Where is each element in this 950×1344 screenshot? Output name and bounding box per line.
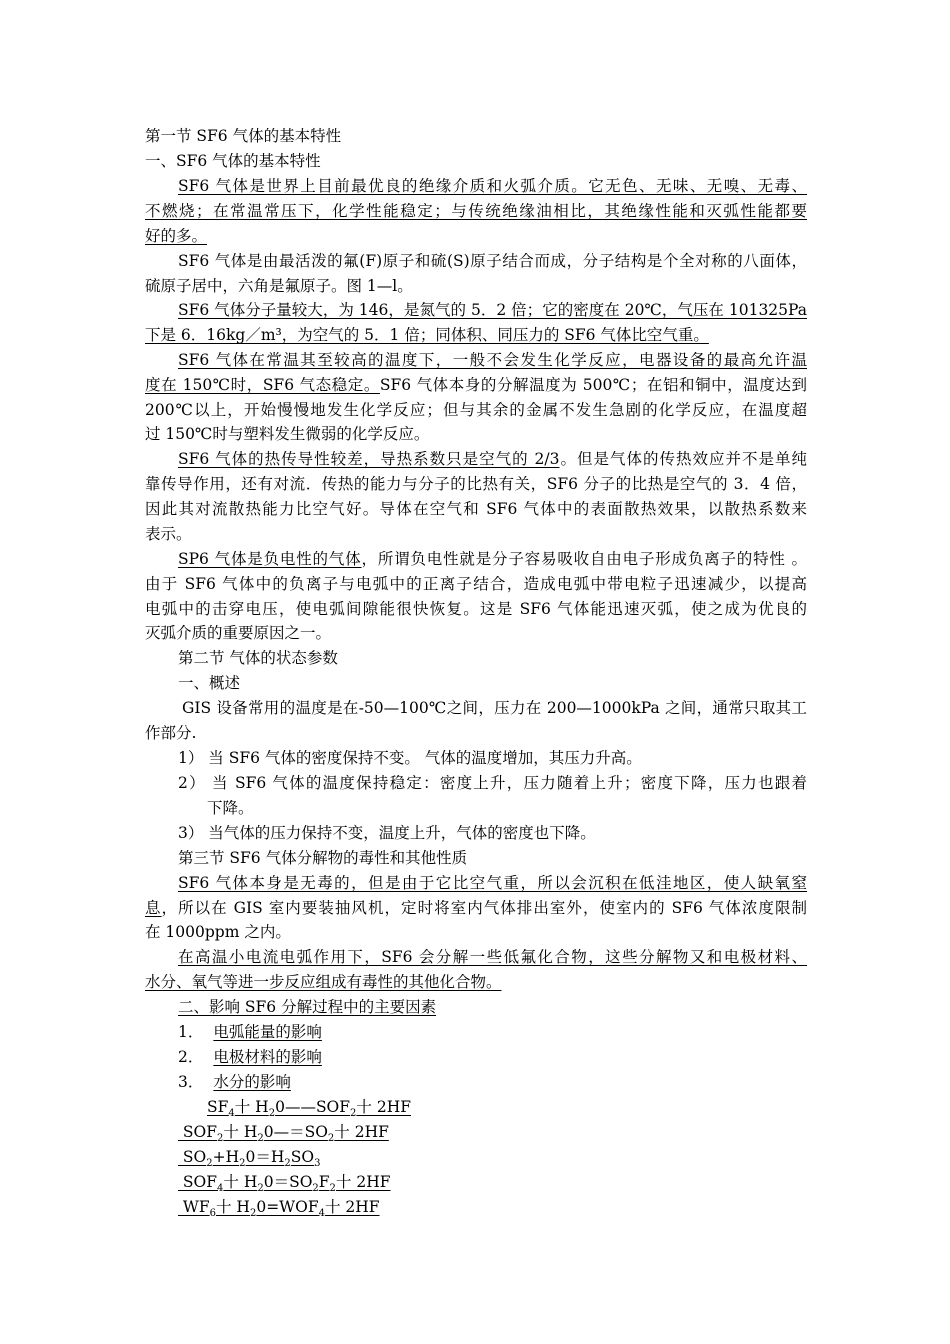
- plain-text: SF6 气体本身的分解温度为 500℃；在铝和铜中，温度达到: [379, 376, 808, 394]
- paragraph-line: 下是 6．16kg／m³，为空气的 5．1 倍；同体积、同压力的 SF6 气体比空气重。: [145, 326, 709, 344]
- equation: $SF_4$十 $H_20——SOF_2$十 2HF: [207, 1098, 411, 1120]
- paragraph-line: 硫原子居中，六角是氟原子。图 1—l。: [145, 277, 413, 295]
- factor-number: 3．: [178, 1073, 204, 1091]
- equation: $SOF_2$十 $H_20—=SO_2$十 2HF: [178, 1123, 389, 1145]
- factor-text: 电极材料的影响: [213, 1048, 322, 1066]
- equation: $SOF_4$十 $H_20=SO_2F_2$十 2HF: [178, 1173, 391, 1195]
- factor-number: 2．: [178, 1048, 204, 1066]
- paragraph-line: 电弧中的击穿电压，使电弧间隙能很快恢复。这是 SF6 气体能迅速灭弧，使之成为优良的: [145, 600, 807, 618]
- paragraph-line: SF6 气体是由最活泼的氟(F)原子和硫(S)原子结合而成，分子结构是个全对称的八面体，: [178, 252, 807, 270]
- factor-text: 电弧能量的影响: [213, 1023, 322, 1041]
- paragraph-line: 因此其对流散热能力比空气好。导体在空气和 SF6 气体中的表面散热效果，以散热系数来: [145, 500, 807, 518]
- paragraph-line: 不燃烧；在常温常压下，化学性能稳定；与传统绝缘油相比，其绝缘性能和灭弧性能都要: [145, 202, 807, 220]
- paragraph-line: [178, 547, 807, 571]
- paragraph-line: GIS 设备常用的温度是在-50—100℃之间，压力在 200—1000kPa 之间，通常只取其工: [182, 699, 807, 717]
- equation: $SO_2+H_20=H_2SO_3$: [178, 1148, 321, 1170]
- paragraph-line: 好的多。: [145, 227, 208, 245]
- paragraph-line: SF6 气体本身是无毒的，但是由于它比空气重，所以会沉积在低洼地区，使人缺氧窒: [178, 874, 807, 892]
- underlined-text: 息: [145, 899, 162, 917]
- factor-item: [178, 1020, 322, 1044]
- paragraph-line: SF6 气体分子量较大，为 146，是氮气的 5．2 倍；它的密度在 20℃，气压在 101325Pa: [178, 301, 807, 319]
- paragraph-line: 作部分.: [145, 724, 197, 742]
- factor-number: 1．: [178, 1023, 204, 1041]
- list-item: 2） 当 SF6 气体的温度保持稳定：密度上升，压力随着上升；密度下降，压力也跟着: [178, 774, 807, 792]
- underlined-text: SF6 气体的热传导性较差，导热系数只是空气的 2/3: [178, 450, 560, 468]
- paragraph-line: [145, 896, 807, 920]
- list-item: 1） 当 SF6 气体的密度保持不变。 气体的温度增加，其压力升高。: [178, 749, 642, 767]
- factor-text: 水分的影响: [213, 1073, 291, 1091]
- plain-text: 。但是气体的传热效应并不是单纯: [559, 450, 807, 468]
- paragraph-line: 过 150℃时与塑料发生微弱的化学反应。: [145, 425, 430, 443]
- paragraph-line: 由于 SF6 气体中的负离子与电弧中的正离子结合，造成电弧中带电粒子迅速减少，以提高: [145, 575, 807, 593]
- section2-subtitle: 一、概述: [178, 674, 241, 692]
- factor-item: [178, 1070, 291, 1094]
- paragraph-line: 靠传导作用，还有对流．传热的能力与分子的比热有关，SF6 分子的比热是空气的 3．4 倍，: [145, 475, 807, 493]
- paragraph-line: SF6 气体在常温其至较高的温度下，一般不会发生化学反应，电器设备的最高允许温: [178, 351, 807, 369]
- equation: $WF_6$十 $H_20=WOF_4$十 2HF: [178, 1198, 380, 1220]
- section2-title: 第二节 气体的状态参数: [178, 649, 338, 667]
- factor-item: [178, 1045, 322, 1069]
- underlined-text: SP6 气体是负电性的气体: [178, 550, 362, 568]
- paragraph-line: 在高温小电流电弧作用下，SF6 会分解一些低氟化合物，这些分解物又和电极材料、: [178, 948, 807, 966]
- section1-subtitle: 一、SF6 气体的基本特性: [145, 152, 321, 170]
- list-item: 3） 当气体的压力保持不变，温度上升，气体的密度也下降。: [178, 824, 596, 842]
- paragraph-line: SF6 气体是世界上目前最优良的绝缘介质和火弧介质。它无色、无味、无嗅、无毒、: [178, 177, 807, 195]
- paragraph-line: 200℃以上，开始慢慢地发生化学反应；但与其余的金属不发生急剧的化学反应，在温度超: [145, 401, 807, 419]
- plain-text: ，所谓负电性就是分子容易吸收自由电子形成负离子的特性 。: [361, 550, 807, 568]
- section3-subtitle: 二、影响 SF6 分解过程中的主要因素: [178, 998, 437, 1016]
- plain-text: ，所以在 GIS 室内要装抽风机，定时将室内气体排出室外，使室内的 SF6 气体浓度限制: [161, 899, 807, 917]
- paragraph-line: [178, 447, 807, 471]
- section3-title: 第三节 SF6 气体分解物的毒性和其他性质: [178, 849, 468, 867]
- paragraph-line: [145, 373, 807, 397]
- section1-title: 第一节 SF6 气体的基本特性: [145, 127, 342, 145]
- paragraph-line: 水分、氧气等进一步反应组成有毒性的其他化合物。: [145, 973, 502, 991]
- underlined-text: 度在 150℃时，SF6 气态稳定。: [145, 376, 380, 394]
- list-item-continuation: 下降。: [207, 799, 254, 817]
- paragraph-line: 灭弧介质的重要原因之一。: [145, 624, 332, 642]
- paragraph-line: 表示。: [145, 525, 192, 543]
- paragraph-line: 在 1000ppm 之内。: [145, 923, 291, 941]
